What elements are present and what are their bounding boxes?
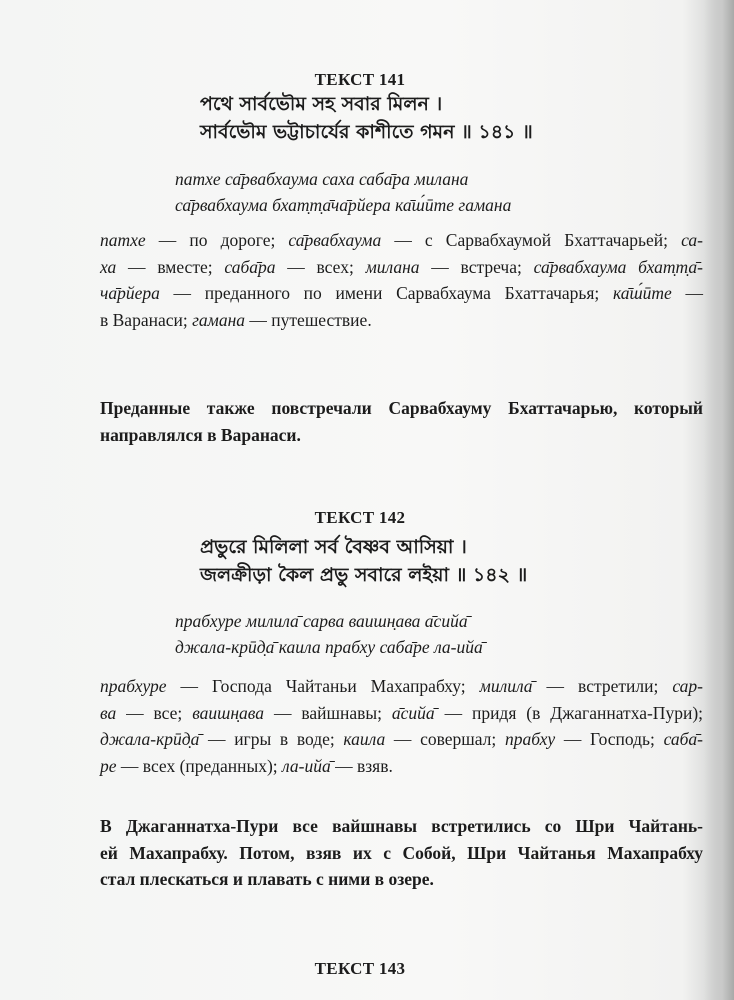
gloss-text: — всех (преданных); [116,755,283,776]
sanskrit-term: сар- [672,676,703,696]
gloss-text: — встреча; [419,256,534,277]
verse-heading-142: ТЕКСТ 142 [314,508,406,527]
gloss-text: — путешествие. [245,309,372,330]
gloss-line [100,673,703,700]
sanskrit-term: ре [100,755,117,776]
transliteration-line: са̄рвабхаума бхат̣т̣а̄ча̄рйера ка̄ш́ӣте гамана [175,194,512,215]
sanskrit-term: милана [365,256,420,277]
facing-page-edge [704,0,734,1000]
translation-line: направлялся в Варанаси. [100,424,301,445]
sanskrit-term: са̄рвабхаума бхат̣т̣а̄- [533,256,703,277]
gloss-line [100,254,703,281]
word-gloss-141 [100,227,703,333]
gloss-text: — преданного по имени Сарвабхаума Бхаттачарья; [159,283,613,303]
gloss-text: — встретили; [532,676,673,696]
sanskrit-term: саба̄ра [224,256,276,277]
sanskrit-term: ка̄ш́ӣте [612,283,672,303]
gloss-text: — с Сарвабхаумой Бхаттачарьей; [381,230,682,250]
translation-142 [100,813,703,893]
sanskrit-term: гамана [192,309,246,330]
gloss-text: в Варанаси; [100,309,193,330]
gloss-text: — по дороге; [145,230,289,250]
sanskrit-term: саба̄- [663,729,704,749]
sanskrit-term: прабхуре [100,676,167,696]
bengali-line: পথে সার্বভৌম সহ সবার মিলন । [200,93,443,115]
transliteration-line: патхе са̄рвабхаума саха саба̄ра милана [175,169,469,189]
bengali-verse-141 [200,90,533,146]
sanskrit-term: ва [100,702,117,723]
gloss-line [100,307,703,334]
sanskrit-term: ха [100,256,117,277]
sanskrit-term: прабху [504,729,556,749]
translation-line: стал плескаться и плавать с ними в озере. [100,869,434,889]
bengali-line: সার্বভৌম ভট্টাচার্যের কাশীতে গমন ॥ ১৪১ ॥ [200,121,533,143]
translation-line: ей Махапрабху. Потом, взяв их с Собой, Шри Чайтанья Махапрабху [100,842,703,863]
gloss-line [100,227,703,254]
gloss-text: — Господь; [555,729,664,749]
gloss-text: — Господа Чайтаньи Махапрабху; [166,676,480,696]
gloss-text: — все; [116,702,193,723]
sanskrit-term: а̄сийа̄ [391,702,435,723]
transliteration-142 [175,609,483,660]
gloss-text: — игры в воде; [199,729,344,749]
sanskrit-term: джала-крӣд̣а̄ [100,729,200,749]
bengali-line: প্রভুরে মিলিলা সর্ব বৈষ্ণব আসিয়া । [200,536,467,558]
gloss-line [100,726,703,753]
gloss-text: — вайшнавы; [264,702,392,723]
word-gloss-142 [100,673,703,779]
sanskrit-term: ла-ийа̄ [282,755,331,776]
gloss-text: — вместе; [116,256,225,277]
translation-141 [100,395,703,448]
gloss-line [100,753,703,780]
verse-heading-141: ТЕКСТ 141 [314,70,406,89]
gloss-text: — [671,283,703,303]
sanskrit-term: са- [681,230,703,250]
sanskrit-term: патхе [100,230,146,250]
gloss-text: — придя (в Джаганнатха-Пури); [434,702,704,723]
sanskrit-term: милила̄ [479,676,533,696]
bengali-verse-142 [200,533,527,589]
sanskrit-term: ча̄рйера [100,283,160,303]
bengali-line: জলক্রীড়া কৈল প্রভু সবারে লইয়া ॥ ১৪২ ॥ [200,564,528,586]
sanskrit-term: ваишн̣ава [192,702,265,723]
transliteration-line: прабхуре милила̄ сарва ваишн̣ава а̄сийа̄ [175,611,468,631]
gloss-text: — всех; [275,256,366,277]
gloss-line [100,700,703,727]
verse-heading-143: ТЕКСТ 143 [314,959,406,978]
gloss-line [100,280,703,307]
translation-line: Преданные также повстречали Сарвабхауму Бхаттачарью, который [100,398,703,418]
translation-line: В Джаганнатха-Пури все вайшнавы встретились со Шри Чайтань- [100,816,703,836]
sanskrit-term: са̄рвабхаума [288,230,382,250]
gloss-text: — взяв. [330,755,393,776]
sanskrit-term: каила [343,729,386,749]
transliteration-line: джала-крӣд̣а̄ каила прабху саба̄ре ла-ийа̄ [175,636,483,657]
transliteration-141 [175,167,511,218]
gloss-text: — совершал; [385,729,505,749]
